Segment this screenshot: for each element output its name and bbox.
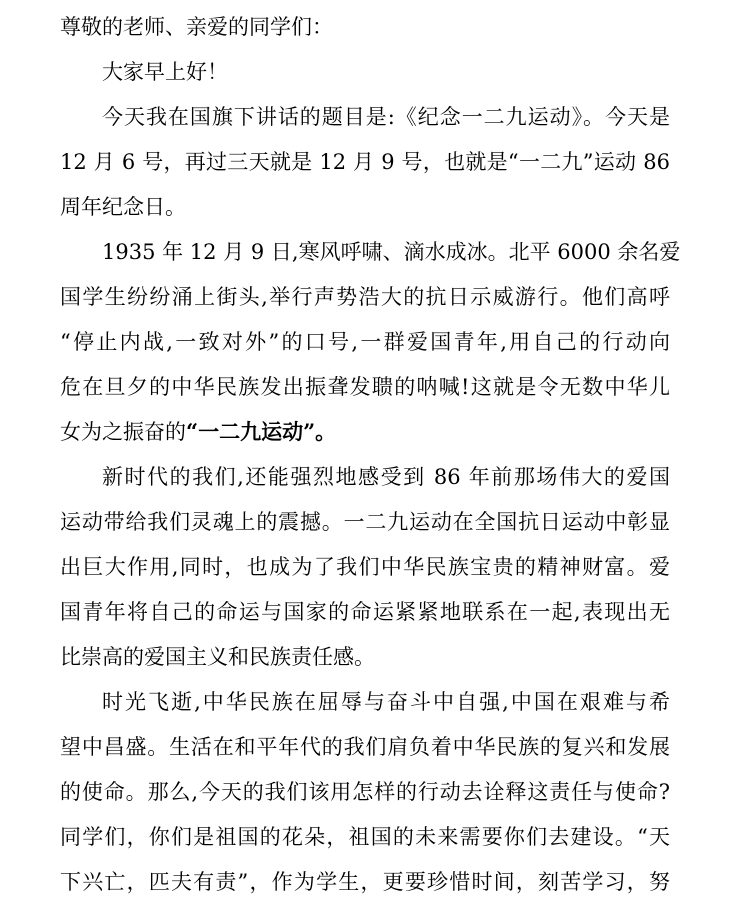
paragraph-new-era-line-1: 新时代的我们,还能强烈地感受到 86 年前那场伟大的爱国 — [102, 465, 670, 489]
paragraph-new-era-line-4: 国青年将自己的命运与国家的命运紧紧地联系在一起,表现出无 — [60, 600, 670, 624]
paragraph-history-line-2: 国学生纷纷涌上街头,举行声势浩大的抗日示威游行。他们高呼 — [60, 285, 670, 309]
greeting-line: 大家早上好！ — [102, 60, 228, 84]
paragraph-mission-line-1: 时光飞逝,中华民族在屈辱与奋斗中自强,中国在艰难与希 — [102, 690, 670, 714]
paragraph-new-era-line-3: 出巨大作用,同时，也成为了我们中华民族宝贵的精神财富。爱 — [60, 555, 670, 579]
paragraph-mission-line-3: 的使命。那么,今天的我们该用怎样的行动去诠释这责任与使命? — [60, 780, 670, 804]
movement-name-bold: “一二九运动”。 — [186, 419, 337, 444]
paragraph-topic-line-3: 周年纪念日。 — [60, 195, 186, 219]
paragraph-history-line-5-text: 女为之振奋的 — [60, 420, 186, 444]
paragraph-history-line-5 — [60, 417, 670, 462]
paragraph-history-line-3: “停止内战,一致对外”的口号,一群爱国青年,用自己的行动向 — [60, 330, 670, 354]
paragraph-mission-line-2: 望中昌盛。生活在和平年代的我们肩负着中华民族的复兴和发展 — [60, 735, 670, 759]
paragraph-history-line-1: 1935 年 12 月 9 日,寒风呼啸、滴水成冰。北平 6000 余名爱 — [102, 240, 681, 264]
paragraph-new-era-line-2: 运动带给我们灵魂上的震撼。一二九运动在全国抗日运动中彰显 — [60, 510, 670, 534]
paragraph-mission-line-4: 同学们，你们是祖国的花朵，祖国的未来需要你们去建设。“天 — [60, 825, 670, 849]
speech-document — [60, 12, 681, 912]
paragraph-mission-line-5: 下兴亡，匹夫有责”，作为学生，更要珍惜时间，刻苦学习，努 — [60, 870, 670, 894]
paragraph-topic-line-2: 12 月 6 号，再过三天就是 12 月 9 号，也就是“一二九”运动 86 — [60, 150, 670, 174]
paragraph-new-era-line-5: 比崇高的爱国主义和民族责任感。 — [60, 645, 375, 669]
salutation-line: 尊敬的老师、亲爱的同学们： — [60, 15, 333, 39]
paragraph-topic-line-1: 今天我在国旗下讲话的题目是:《纪念一二九运动》。今天是 — [102, 105, 670, 129]
paragraph-history-line-4: 危在旦夕的中华民族发出振聋发聩的呐喊!这就是令无数中华儿 — [60, 375, 670, 399]
